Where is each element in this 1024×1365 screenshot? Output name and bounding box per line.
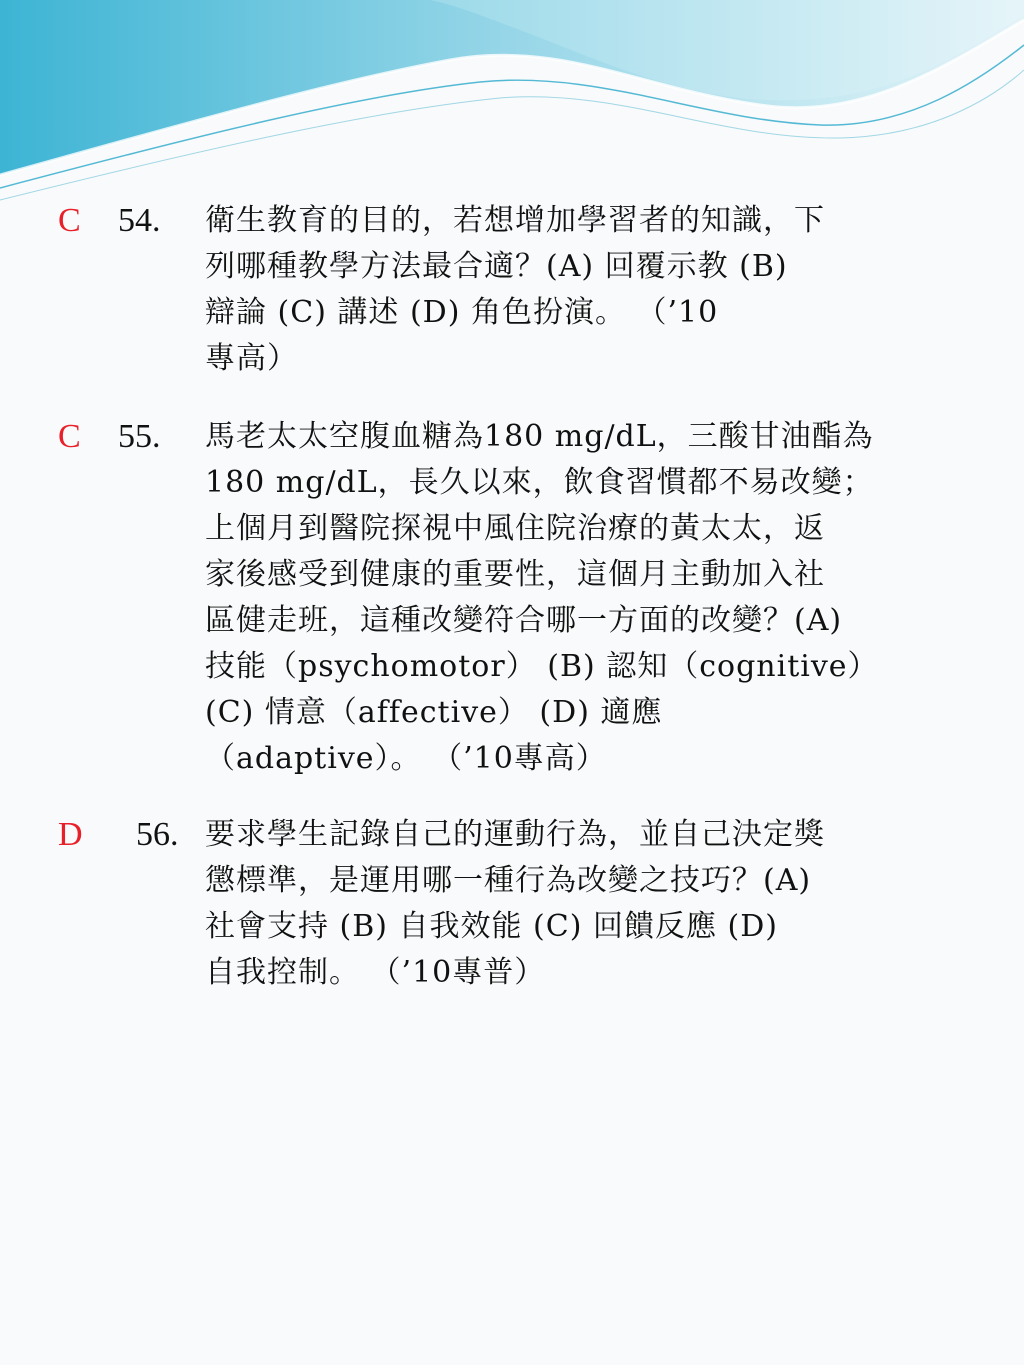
question-text-line: 馬老太太空腹血糖為180 mg/dL，三酸甘油酯為	[205, 419, 874, 454]
question-number: 54.	[118, 202, 161, 239]
question-text-line: 技能（psychomotor） (B) 認知（cognitive）	[205, 649, 879, 684]
question-text-line: 180 mg/dL，長久以來，飲食習慣都不易改變；	[205, 465, 874, 500]
question-text	[205, 812, 825, 996]
question-text-line: （adaptive）。 （’10專高）	[205, 741, 607, 776]
question-number: 56.	[136, 816, 179, 853]
question-text-line: 列哪種教學方法最合適？(A) 回覆示教 (B)	[205, 249, 788, 284]
question-text-line: 社會支持 (B) 自我效能 (C) 回饋反應 (D)	[205, 909, 778, 944]
answer-letter: C	[58, 418, 81, 455]
question-text-line: (C) 情意（affective） (D) 適應	[205, 695, 663, 730]
question-text	[205, 414, 879, 782]
question-text-line: 懲標準，是運用哪一種行為改變之技巧？(A)	[205, 863, 812, 898]
question-text-line: 家後感受到健康的重要性，這個月主動加入社	[205, 557, 825, 592]
answer-letter: C	[58, 202, 81, 239]
question-text-line: 自我控制。 （’10專普）	[205, 955, 546, 990]
question-text-line: 上個月到醫院探視中風住院治療的黃太太，返	[205, 511, 825, 546]
question-text	[205, 198, 825, 382]
question-text-line: 辯論 (C) 講述 (D) 角色扮演。 （’10	[205, 295, 719, 330]
question-text-line: 區健走班，這種改變符合哪一方面的改變？(A)	[205, 603, 843, 638]
question-number: 55.	[118, 418, 161, 455]
question-text-line: 專高）	[205, 341, 298, 376]
question-text-line: 要求學生記錄自己的運動行為，並自己決定獎	[205, 817, 825, 852]
answer-letter: D	[58, 816, 83, 853]
question-text-line: 衛生教育的目的，若想增加學習者的知識，下	[205, 203, 825, 238]
